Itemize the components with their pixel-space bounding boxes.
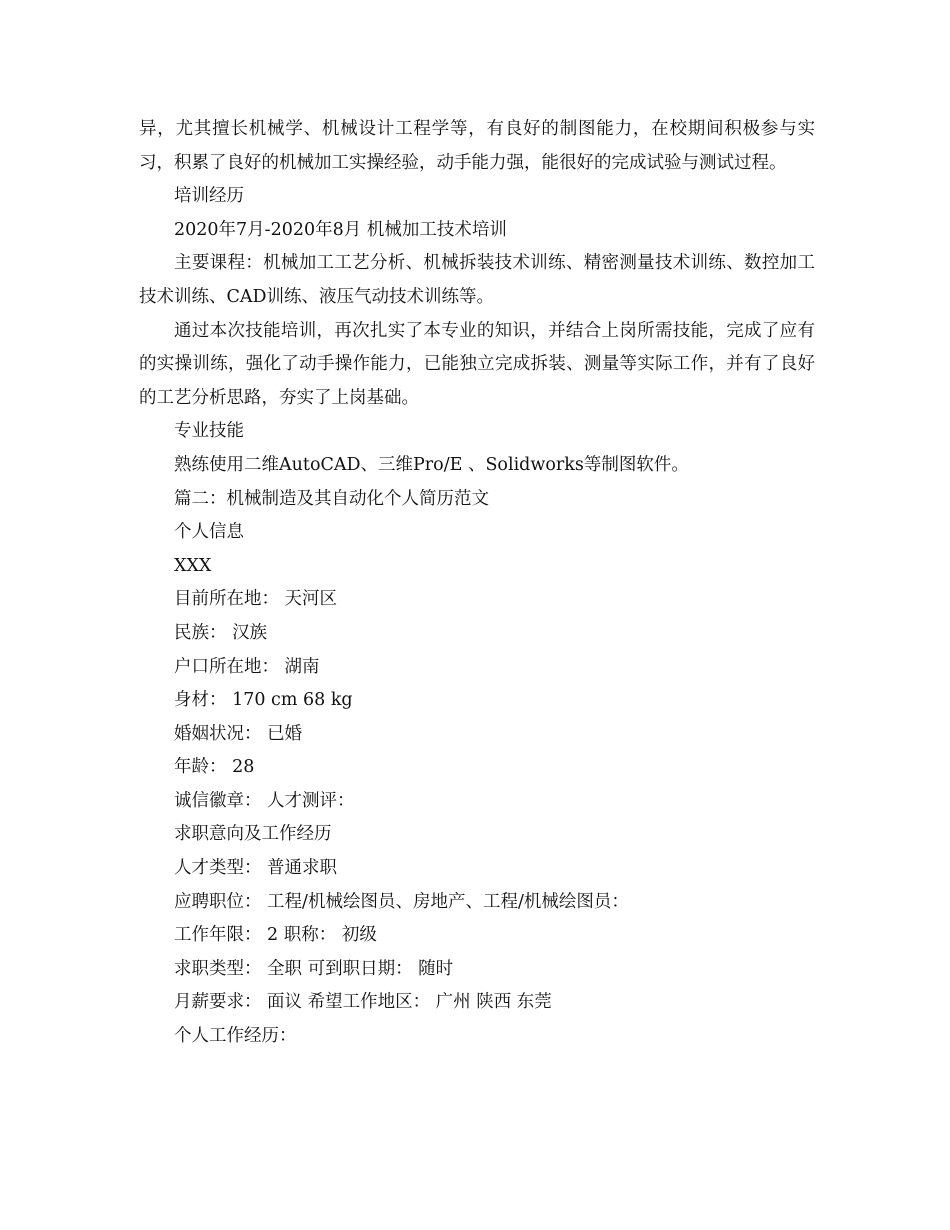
info-job-type: 求职类型： 全职 可到职日期： 随时 — [174, 958, 454, 979]
heading-personal-info: 个人信息 — [174, 522, 244, 543]
heading-training: 培训经历 — [174, 186, 244, 207]
skills-text: 熟练使用二维AutoCAD、三维Pro/E 、Solidworks等制图软件。 — [174, 454, 689, 475]
info-location: 目前所在地： 天河区 — [174, 589, 338, 610]
info-salary: 月薪要求： 面议 希望工作地区： 广州 陕西 东莞 — [174, 992, 552, 1013]
info-work-years: 工作年限： 2 职称： 初级 — [174, 925, 377, 946]
section-title-part-two: 篇二：机械制造及其自动化个人简历范文 — [174, 488, 489, 509]
info-talent-type: 人才类型： 普通求职 — [174, 858, 338, 879]
document-body — [139, 113, 815, 1054]
info-hukou: 户口所在地： 湖南 — [174, 656, 320, 677]
info-credit-badge: 诚信徽章： 人才测评： — [174, 790, 355, 811]
info-age: 年龄： 28 — [174, 757, 255, 778]
training-courses: 主要课程：机械加工工艺分析、机械拆装技术训练、精密测量技术训练、数控加工技术训练、CAD训练、液压气动技术训练等。 — [139, 253, 815, 307]
info-body: 身材： 170 cm 68 kg — [174, 690, 353, 711]
paragraph-education-summary: 异，尤其擅长机械学、机械设计工程学等，有良好的制图能力，在校期间积极参与实习，积累了良好的机械加工实操经验，动手能力强，能很好的完成试验与测试过程。 — [139, 119, 815, 173]
training-period: 2020年7月-2020年8月 机械加工技术培训 — [174, 219, 507, 240]
heading-work-experience: 个人工作经历： — [174, 1026, 297, 1047]
heading-job-intent: 求职意向及工作经历 — [174, 824, 332, 845]
info-position: 应聘职位： 工程/机械绘图员、房地产、工程/机械绘图员： — [174, 891, 629, 912]
info-name: XXX — [174, 555, 212, 576]
info-ethnicity: 民族： 汉族 — [174, 622, 268, 643]
training-summary: 通过本次技能培训，再次扎实了本专业的知识，并结合上岗所需技能，完成了应有的实操训练，强化了动手操作能力，已能独立完成拆装、测量等实际工作，并有了良好的工艺分析思路，夯实了上岗基础。 — [139, 320, 815, 408]
info-marital-status: 婚姻状况： 已婚 — [174, 723, 303, 744]
heading-skills: 专业技能 — [174, 421, 244, 442]
